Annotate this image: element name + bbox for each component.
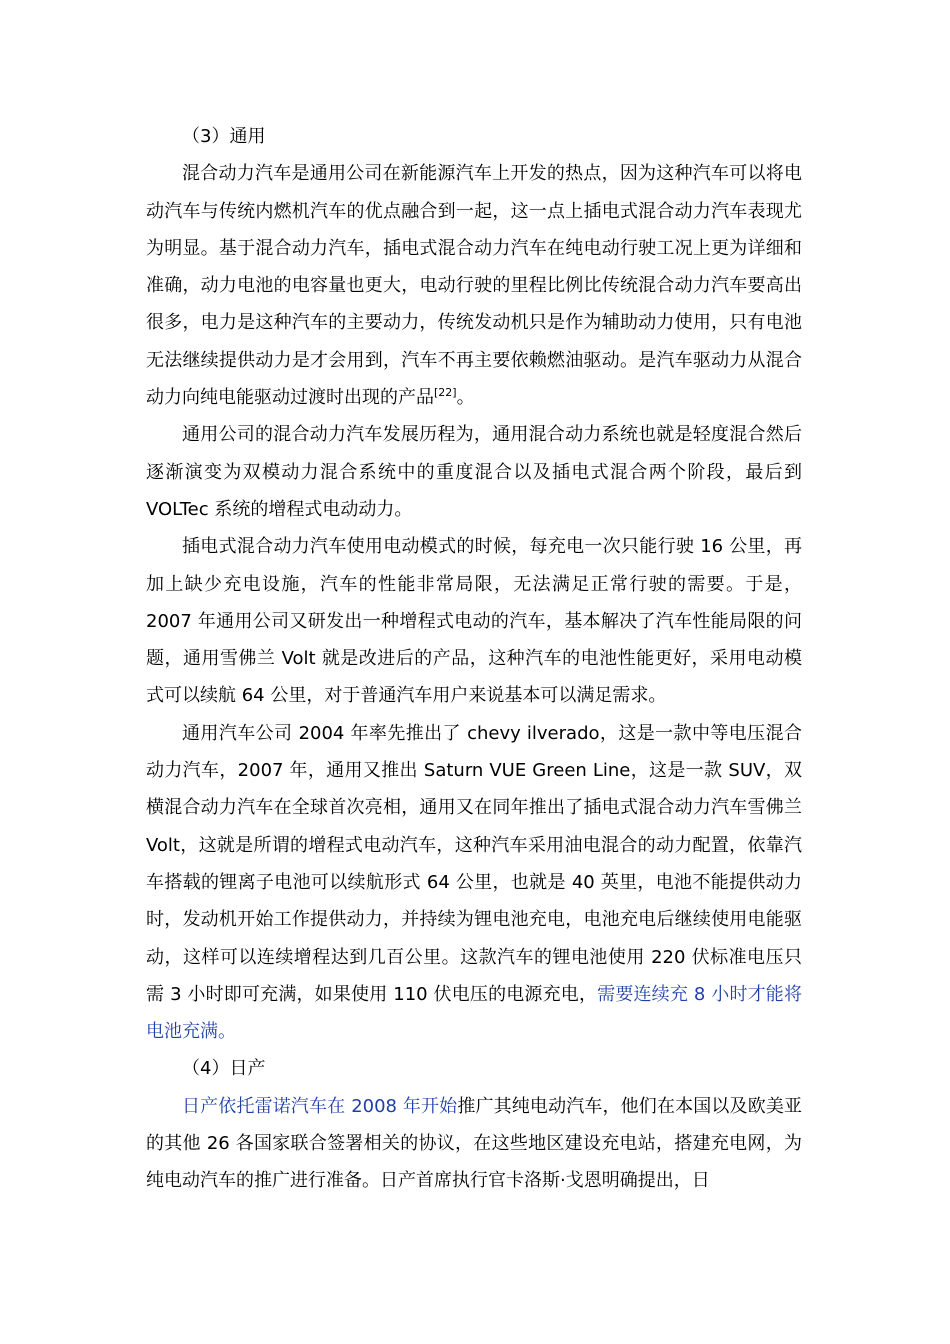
- paragraph-nissan-ev: [146, 1088, 802, 1200]
- paragraph-range-extended-volt: 插电式混合动力汽车使用电动模式的时候，每充电一次只能行驶 16 公里，再加上缺少充电设施，汽车的性能非常局限，无法满足正常行驶的需要。于是，2007 年通用公司又研发出一种增程式电动的汽车，基本解决了汽车性能局限的问题，通用雪佛兰 Volt 就是改进后的产品，这种汽车的电池性能更好，采用电动模式可以续航 64 公里，对于普通汽车用户来说基本可以满足需求。: [146, 536, 802, 707]
- document-body: [146, 118, 802, 1200]
- paragraph-gm-models-timeline: [146, 715, 802, 1051]
- paragraph-text: 混合动力汽车是通用公司在新能源汽车上开发的热点，因为这种汽车可以将电动汽车与传统内燃机汽车的优点融合到一起，这一点上插电式混合动力汽车表现尤为明显。基于混合动力汽车，插电式混合动力汽车在纯电动行驶工况上更为详细和准确，动力电池的电容量也更大，电动行驶的里程比例比传统混合动力汽车要高出很多，电力是这种汽车的主要动力，传统发动机只是作为辅助动力使用，只有电池无法继续提供动力是才会用到，汽车不再主要依赖燃油驱动。是汽车驱动力从混合动力向纯电能驱动过渡时出现的产品: [146, 163, 802, 409]
- paragraph-text: 推广其纯电动汽车，他们在本国以及欧美亚的其他 26 各国家联合签署相关的协议，在这些地区建设充电站，搭建充电网，为纯电动汽车的推广进行准备。日产首席执行官卡洛斯·戈恩明确提出，日: [146, 1095, 802, 1192]
- section-heading-nissan: （4）日产: [182, 1058, 266, 1080]
- citation-22: [22]: [434, 386, 457, 400]
- paragraph-gm-hybrid-overview: [146, 155, 802, 416]
- paragraph-gm-development-history: 通用公司的混合动力汽车发展历程为，通用混合动力系统也就是轻度混合然后逐渐演变为双模动力混合系统中的重度混合以及插电式混合两个阶段，最后到 VOLTec 系统的增程式电动动力。: [146, 424, 802, 520]
- paragraph-text: 通用汽车公司 2004 年率先推出了 chevy ilverado，这是一款中等电压混合动力汽车，2007 年，通用又推出 Saturn VUE Green Line，这是一款 SUV，双横混合动力汽车在全球首次亮相，通用又在同年推出了插电式混合动力汽车雪佛兰 Volt，这就是所谓的增程式电动汽车，这种汽车采用油电混合的动力配置，依靠汽车搭载的锂离子电池可以续航形式 64 公里，也就是 40 英里，电池不能提供动力时，发动机开始工作提供动力，并持续为锂电池充电，电池充电后继续使用电能驱动，这样可以连续增程达到几百公里。这款汽车的锂电池使用 220 伏标准电压只需 3 小时即可充满，如果使用 110 伏电压的电源充电，: [146, 722, 802, 1005]
- nissan-renault-link[interactable]: 日产依托雷诺汽车在 2008 年开始: [182, 1095, 458, 1117]
- section-heading-gm: （3）通用: [182, 126, 266, 147]
- paragraph-end: 。: [456, 387, 475, 409]
- charging-time-link[interactable]: 需要连续充 8 小时才能将电池充满。: [146, 983, 802, 1043]
